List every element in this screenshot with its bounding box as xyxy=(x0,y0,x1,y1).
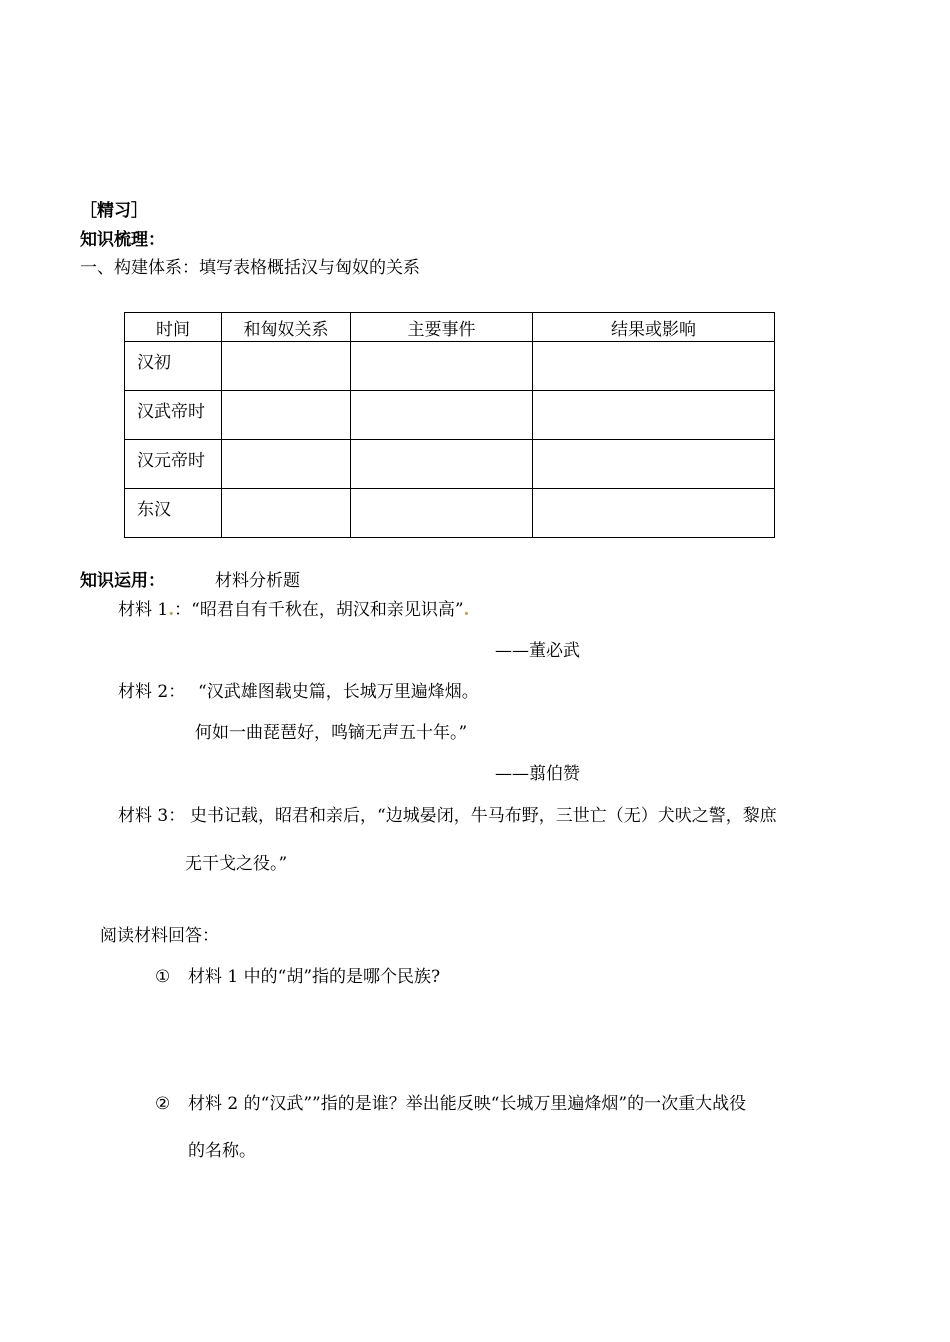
row-time-cell: 东汉 xyxy=(125,489,222,538)
table-cell[interactable] xyxy=(533,342,775,391)
apply-heading: 知识运用： xyxy=(80,571,165,591)
material-3-label: 材料 3： xyxy=(118,806,186,826)
read-prompt: 阅读材料回答： xyxy=(100,926,219,946)
question-1-marker: ① xyxy=(155,967,171,987)
col-header-time: 时间 xyxy=(125,313,222,342)
material-1-label: 材料 1 xyxy=(118,600,169,620)
table-cell[interactable] xyxy=(351,440,533,489)
col-header-result: 结果或影响 xyxy=(533,313,775,342)
material-1 xyxy=(118,602,469,619)
col-header-events: 主要事件 xyxy=(351,313,533,342)
knowledge-heading: 知识梳理： xyxy=(80,230,165,250)
table-cell[interactable] xyxy=(222,342,351,391)
question-2-text-cont: 的名称。 xyxy=(188,1141,256,1161)
row-time-cell: 汉武帝时 xyxy=(125,391,222,440)
material-1-colon: ： xyxy=(174,600,192,620)
material-2-author: ——翦伯赞 xyxy=(495,764,580,784)
material-2-line1: “汉武雄图载史篇，长城万里遍烽烟。 xyxy=(198,682,479,702)
material-2-label: 材料 2： xyxy=(118,682,186,702)
row-time-cell: 汉初 xyxy=(125,342,222,391)
question-2-text: 材料 2 的“汉武””指的是谁？举出能反映“长城万里遍烽烟”的一次重大战役 xyxy=(188,1094,747,1114)
table-cell[interactable] xyxy=(351,489,533,538)
question-2-marker: ② xyxy=(155,1094,171,1114)
table-row xyxy=(125,391,775,440)
table-row xyxy=(125,440,775,489)
table-row xyxy=(125,489,775,538)
table-cell[interactable] xyxy=(222,489,351,538)
apply-subtitle: 材料分析题 xyxy=(215,571,300,591)
material-1-text: “昭君自有千秋在，胡汉和亲见识高” xyxy=(191,600,464,620)
table-cell[interactable] xyxy=(533,489,775,538)
material-3-line1: 史书记载，昭君和亲后，“边城晏闭，牛马布野，三世亡（无）犬吠之警，黎庶 xyxy=(190,806,777,826)
material-1-author: ——董必武 xyxy=(495,641,580,661)
table-cell[interactable] xyxy=(533,440,775,489)
mark-dot: . xyxy=(168,600,175,620)
material-2-line2: 何如一曲琵琶好，鸣镝无声五十年。” xyxy=(195,723,468,743)
table-cell[interactable] xyxy=(351,342,533,391)
table-cell[interactable] xyxy=(222,440,351,489)
task-one-title: 一、构建体系：填写表格概括汉与匈奴的关系 xyxy=(80,258,420,278)
mark-dot: . xyxy=(463,600,470,620)
question-1-text: 材料 1 中的“胡”指的是哪个民族? xyxy=(188,967,441,987)
table-cell[interactable] xyxy=(222,391,351,440)
row-time-cell: 汉元帝时 xyxy=(125,440,222,489)
table-row xyxy=(125,342,775,391)
table-cell[interactable] xyxy=(351,391,533,440)
relations-table xyxy=(124,312,775,538)
material-3-line2: 无干戈之役。” xyxy=(185,854,288,874)
section-tag: ［精习］ xyxy=(80,201,148,221)
table-cell[interactable] xyxy=(533,391,775,440)
col-header-relation: 和匈奴关系 xyxy=(222,313,351,342)
table-header-row xyxy=(125,313,775,342)
